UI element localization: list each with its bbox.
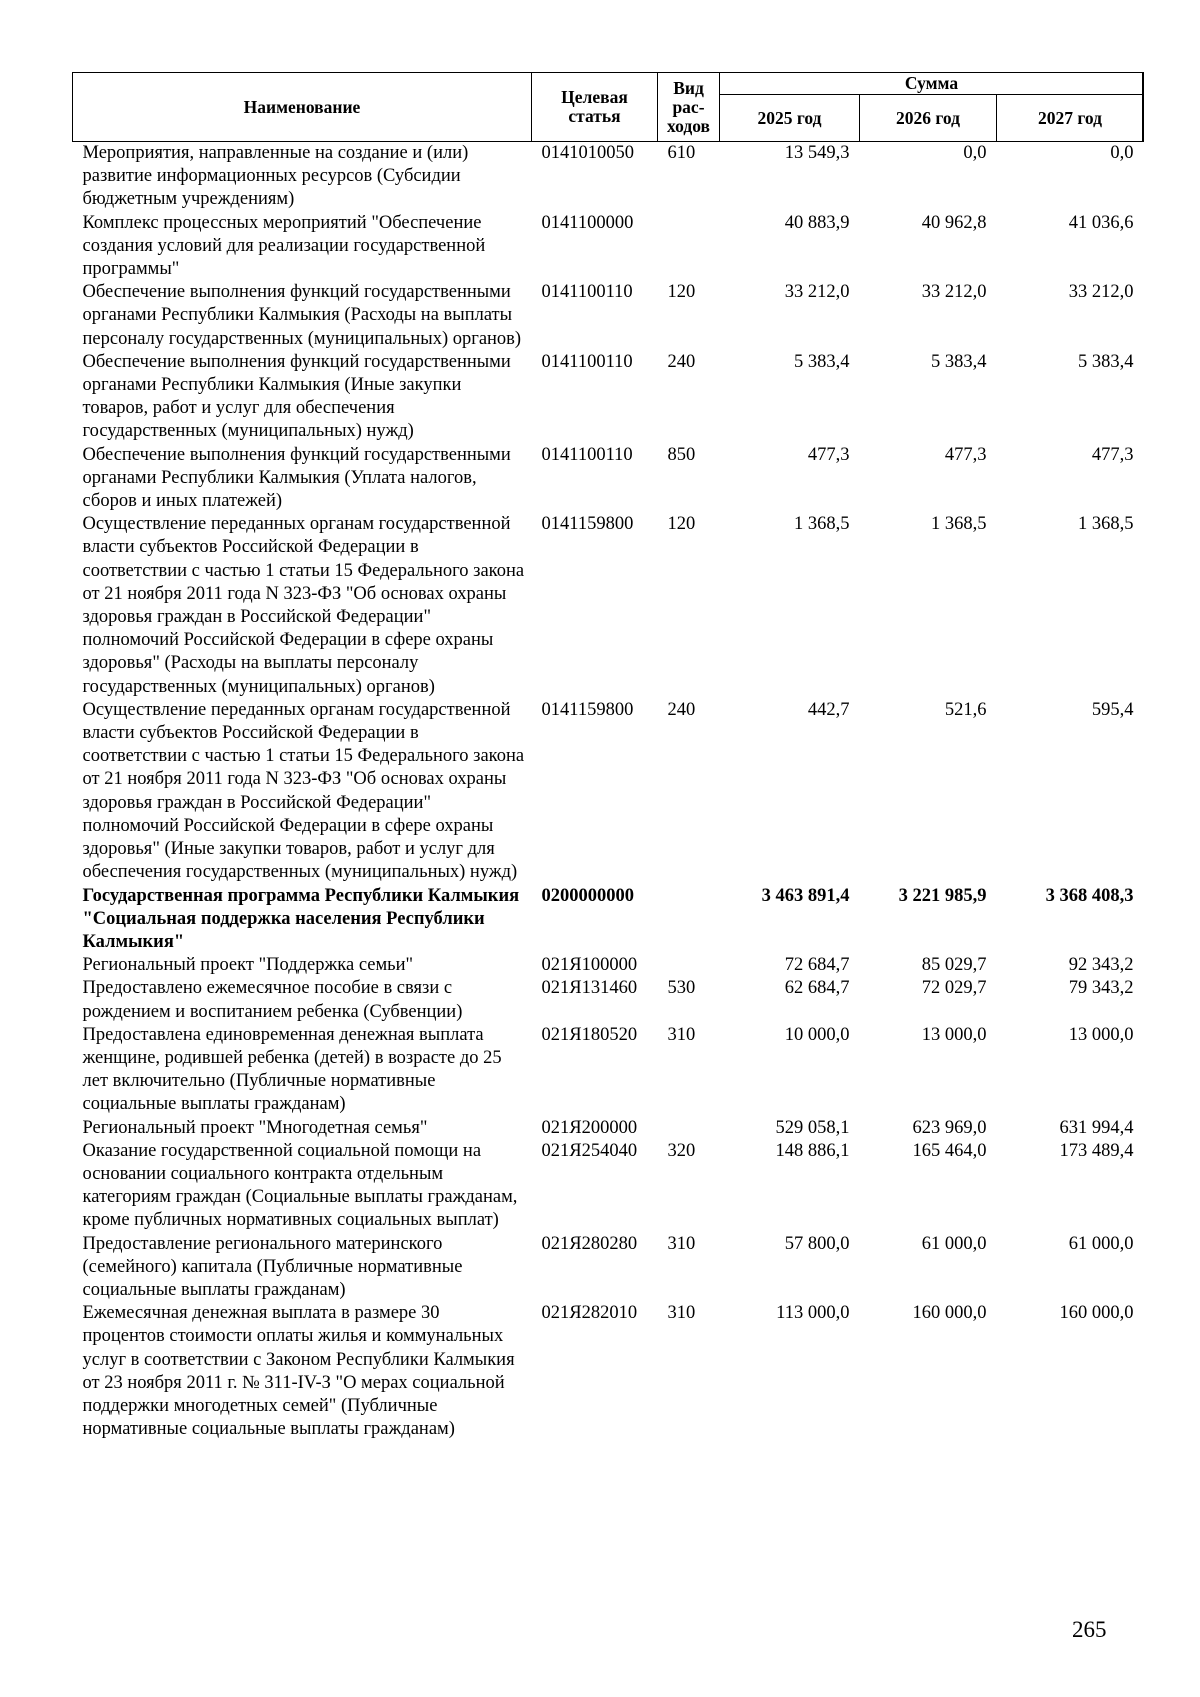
row-value-2026: 72 029,7 [921,978,987,999]
row-value-2026: 477,3 [944,444,987,465]
header-name: Наименование [73,73,532,142]
row-name: Предоставлена единовременная денежная выплата женщине, родившей ребенка (детей) в возрасте до 25 лет включительно (Публичные нормативные социальные выплаты гражданам) [82,1024,502,1115]
table-row [73,954,1144,977]
row-value-2027: 92 343,2 [1068,955,1134,976]
table-row [73,885,1144,955]
row-value-2025: 148 886,1 [775,1140,850,1161]
row-kind [658,1117,720,1140]
row-value-2025: 529 058,1 [775,1117,850,1138]
row-code: 0141010050 [541,143,634,163]
row-value-2026: 40 962,8 [921,212,987,233]
row-value-2027: 13 000,0 [1068,1024,1134,1045]
row-name: Ежемесячная денежная выплата в размере 30 процентов стоимости оплаты жилья и коммунальных услуг в соответствии с Законом Республики Калмыкия от 23 ноября 2011 г. № 311-IV-З "О мерах социальной поддержки многодетных семей" (Публичные нормативные социальные выплаты гражданам) [82,1303,515,1440]
row-code: 0141100000 [541,212,634,233]
row-value-2025: 62 684,7 [784,978,850,999]
row-name: Государственная программа Республики Калмыкия "Социальная поддержка населения Республики Калмыкия" [82,885,520,952]
row-name: Осуществление переданных органам государственной власти субъектов Российской Федерации в соответствии с частью 1 статьи 15 Федерального закона от 21 ноября 2011 года N 323-ФЗ "Об основах охраны здоровья граждан в Российской Федерации" полномочий Российской Федерации в сфере охраны здоровья" (Иные закупки товаров, работ и услуг для обеспечения государственных (муниципальных) нужд) [82,699,525,883]
table-row [73,444,1144,514]
row-value-2026: 13 000,0 [921,1024,987,1045]
row-kind: 120 [667,514,696,535]
row-value-2025: 13 549,3 [784,143,850,163]
row-value-2027: 595,4 [1091,699,1134,720]
row-kind: 850 [667,444,696,465]
table-row [73,142,1144,212]
row-kind: 310 [667,1024,696,1045]
row-code: 021Я131460 [541,978,638,999]
table-row [73,1024,1144,1117]
row-value-2026: 165 464,0 [912,1140,987,1161]
table-row [73,351,1144,444]
row-value-2025: 477,3 [807,444,850,465]
document-page [72,72,1143,1441]
row-value-2026: 160 000,0 [912,1303,987,1324]
row-kind: 310 [667,1233,696,1254]
row-value-2025: 1 368,5 [794,514,850,535]
table-row [73,281,1144,351]
row-value-2026: 85 029,7 [921,955,987,976]
row-value-2025: 113 000,0 [776,1303,850,1324]
row-kind: 240 [667,699,696,720]
row-code: 0141159800 [541,514,634,535]
row-value-2027: 79 343,2 [1068,978,1134,999]
row-name: Предоставлено ежемесячное пособие в связи с рождением и воспитанием ребенка (Субвенции) [82,978,463,1022]
row-code: 0141100110 [541,351,633,372]
row-kind: 310 [667,1303,696,1324]
row-name: Региональный проект "Поддержка семьи" [82,955,414,976]
table-row [73,699,1144,885]
row-code: 0141100110 [541,444,633,465]
row-kind: 240 [667,351,696,372]
table-row [73,977,1144,1023]
row-code: 021Я180520 [541,1024,638,1045]
table-row [73,1302,1144,1441]
row-value-2027: 631 994,4 [1059,1117,1134,1138]
row-kind: 530 [667,978,696,999]
header-2026: 2026 год [860,95,997,142]
table-row [73,1233,1144,1303]
header-kind: Вид рас-ходов [658,73,720,142]
row-value-2026: 521,6 [944,699,987,720]
table-row [73,1140,1144,1233]
row-value-2025: 10 000,0 [784,1024,850,1045]
row-value-2027: 33 212,0 [1068,282,1134,303]
row-code: 0141159800 [541,699,634,720]
row-kind [658,954,720,977]
row-value-2027: 41 036,6 [1068,212,1134,233]
header-2027: 2027 год [997,95,1144,142]
row-code: 021Я254040 [541,1140,638,1161]
row-value-2026: 0,0 [963,143,987,163]
row-value-2026: 61 000,0 [921,1233,987,1254]
header-code: Целевая статья [532,73,658,142]
table-row [73,212,1144,282]
row-value-2027: 61 000,0 [1068,1233,1134,1254]
row-value-2027: 160 000,0 [1059,1303,1134,1324]
row-value-2025: 33 212,0 [784,282,850,303]
row-kind: 320 [667,1140,696,1161]
row-name: Региональный проект "Многодетная семья" [82,1117,428,1138]
row-value-2026: 623 969,0 [912,1117,987,1138]
row-name: Комплекс процессных мероприятий "Обеспечение создания условий для реализации государственной программы" [82,212,486,280]
row-name: Осуществление переданных органам государственной власти субъектов Российской Федерации в соответствии с частью 1 статьи 15 Федерального закона от 21 ноября 2011 года N 323-ФЗ "Об основах охраны здоровья граждан в Российской Федерации" полномочий Российской Федерации в сфере охраны здоровья" (Расходы на выплаты персоналу государственных (муниципальных) органов) [82,514,525,697]
row-value-2025: 3 463 891,4 [761,885,850,906]
budget-table [72,72,1144,1441]
row-name: Обеспечение выполнения функций государственными органами Республики Калмыкия (Расходы на выплаты персоналу государственных (муниципальных) органов) [82,282,522,349]
row-code: 021Я200000 [541,1117,638,1138]
row-kind: 610 [667,143,696,163]
header-2025: 2025 год [720,95,860,142]
row-value-2026: 33 212,0 [921,282,987,303]
row-value-2027: 0,0 [1110,143,1134,163]
row-value-2027: 1 368,5 [1078,514,1134,535]
row-value-2027: 477,3 [1091,444,1134,465]
row-value-2025: 5 383,4 [794,351,850,372]
row-kind [658,885,720,955]
row-value-2025: 40 883,9 [784,212,850,233]
row-value-2027: 173 489,4 [1059,1140,1134,1161]
row-code: 0200000000 [541,885,634,906]
row-value-2027: 5 383,4 [1078,351,1134,372]
row-kind: 120 [667,282,696,303]
row-value-2026: 5 383,4 [931,351,987,372]
row-name: Мероприятия, направленные на создание и (или) развитие информационных ресурсов (Субсидии бюджетным учреждениям) [82,143,469,210]
row-code: 021Я100000 [541,955,638,976]
table-row [73,1117,1144,1140]
table-body [73,142,1144,1442]
page-number: 265 [1072,1617,1107,1642]
row-code: 0141100110 [541,282,633,303]
row-value-2025: 442,7 [807,699,850,720]
row-kind [658,212,720,282]
table-row [73,513,1144,699]
table-right-border [1142,72,1143,141]
row-value-2027: 3 368 408,3 [1045,885,1134,906]
table-header [73,73,1144,142]
row-name: Оказание государственной социальной помощи на основании социального контракта отдельным категориям граждан (Социальные выплаты гражданам, кроме публичных нормативных социальных выплат) [82,1140,518,1231]
row-value-2025: 72 684,7 [784,955,850,976]
row-value-2026: 1 368,5 [931,514,987,535]
row-value-2026: 3 221 985,9 [898,885,987,906]
row-code: 021Я280280 [541,1233,638,1254]
header-sum: Сумма [720,73,1144,95]
row-code: 021Я282010 [541,1303,638,1324]
row-value-2025: 57 800,0 [784,1233,850,1254]
row-name: Обеспечение выполнения функций государственными органами Республики Калмыкия (Иные закупки товаров, работ и услуг для обеспечения государственных (муниципальных) нужд) [82,351,511,442]
row-name: Обеспечение выполнения функций государственными органами Республики Калмыкия (Уплата налогов, сборов и иных платежей) [82,444,511,512]
table-left-border [72,72,73,141]
row-name: Предоставление регионального материнского (семейного) капитала (Публичные нормативные социальные выплаты гражданам) [82,1233,463,1300]
